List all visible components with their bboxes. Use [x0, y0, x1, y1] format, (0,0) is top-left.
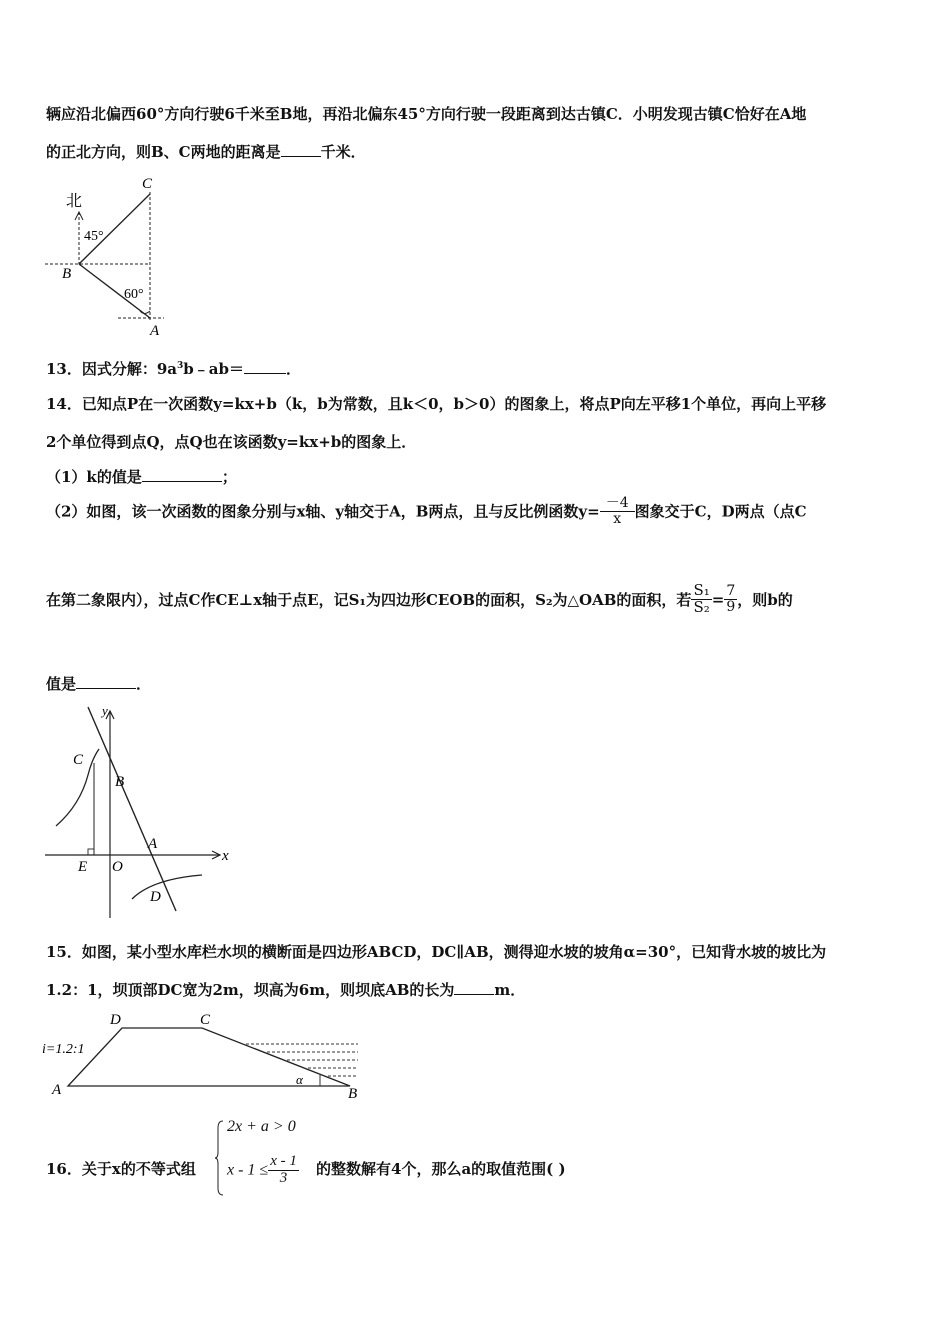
- q15-line2: [46, 979, 525, 1000]
- q16-stem-end: 的整数解有4个，那么a的取值范围( ): [316, 1160, 566, 1178]
- q14-part1: [46, 466, 237, 487]
- q12-line1: 辆应沿北偏西60°方向行驶6千米至B地，再沿北偏东45°方向行驶一段距离到达古镇C．小明发现古镇C恰好在A地: [46, 105, 807, 123]
- fig15-slope-ratio: i=1.2:1: [42, 1042, 85, 1057]
- q13-exponent: 3: [177, 361, 184, 371]
- q14-figure: [40, 703, 240, 921]
- q14-line4: [46, 583, 793, 616]
- fig12-angle-45: 45°: [84, 229, 104, 244]
- q14-line5: [46, 673, 151, 694]
- fig12-label-c: C: [142, 176, 153, 192]
- fig15-label-b: B: [348, 1086, 358, 1102]
- q14-part2-line: [46, 496, 807, 526]
- q13-answer-blank: [244, 359, 286, 374]
- q14-part2-text: （2）如图，该一次函数的图象分别与x轴、y轴交于A，B两点，且与反比例函数y=: [46, 502, 600, 521]
- q13-text-end: ．: [286, 360, 302, 378]
- q14-fraction-7-over-9: $\frac{7}{9}$: [726, 583, 736, 615]
- q14-line5-end: ．: [136, 675, 152, 693]
- q14-line2: 2个单位得到点Q，点Q也在该函数y=kx+b的图象上．: [46, 433, 417, 451]
- q14-fraction-s1-over-s2: $\frac{\text{S₁}}{\text{S₂}}$: [693, 581, 710, 616]
- q12-answer-blank: [281, 142, 321, 157]
- q12-figure: [40, 172, 170, 340]
- q14-part2-blank: [76, 674, 136, 689]
- q15-figure: [40, 1008, 370, 1102]
- q14-line1: 14．已知点P在一次函数y=kx+b（k，b为常数，且k＜0，b＞0）的图象上，将点P向左平移1个单位，再向上平移: [46, 395, 827, 413]
- q15-line1: 15．如图，某小型水库栏水坝的横断面是四边形ABCD，DC∥AB，测得迎水坡的坡角α=30°，已知背水坡的坡比为: [46, 943, 827, 961]
- q14-fraction-neg4-over-x: $\frac{-4}{x}$: [600, 496, 635, 526]
- fig14-label-a: A: [148, 836, 158, 852]
- fig15-label-c: C: [200, 1012, 211, 1028]
- fig14-label-c: C: [73, 752, 84, 768]
- q13-text: 13．因式分解：9a: [46, 360, 178, 378]
- q13-text-mid: b﹣ab＝: [183, 360, 244, 378]
- q16-stem: 16．关于x的不等式组: [46, 1160, 196, 1178]
- q16-left-brace: [215, 1120, 225, 1196]
- q15-line2-end: m．: [494, 981, 526, 999]
- q14-part1-text: （1）k的值是: [46, 468, 142, 486]
- fig15-label-a: A: [52, 1082, 62, 1098]
- fig12-north-label: 北: [66, 193, 83, 210]
- fig14-label-y: y: [102, 703, 108, 718]
- q12-line2-text: 的正北方向，则B、C两地的距离是: [46, 143, 281, 161]
- q15-line2-text: 1.2：1，坝顶部DC宽为2m，坝高为6m，则坝底AB的长为: [46, 981, 455, 999]
- q14-line4-text: 在第二象限内），过点C作CE⊥x轴于点E，记S₁为四边形CEOB的面积，S₂为△OAB的面积，若: [46, 590, 692, 609]
- q14-line5-text: 值是: [46, 675, 77, 693]
- q16-inequality-2: x - 1 ≤ $\frac{x - 1}{3}$: [227, 1153, 297, 1186]
- fig14-label-d: D: [150, 889, 161, 905]
- q14-equals: =: [711, 590, 725, 609]
- q16-inequality-1: 2x + a > 0: [227, 1118, 296, 1135]
- fig14-linear-graph: [88, 707, 176, 911]
- fig14-right-angle: [88, 849, 94, 855]
- q12-line2-end: 千米．: [320, 143, 366, 161]
- fig12-angle-60: 60°: [124, 287, 144, 302]
- q14-line4-end: ，则b的: [737, 590, 793, 609]
- fig15-alpha: α: [296, 1072, 303, 1087]
- fig12-label-b: B: [62, 266, 72, 282]
- fig14-label-o: O: [112, 859, 123, 875]
- q16-fraction: $\frac{x - 1}{3}$: [270, 1153, 297, 1186]
- fig14-label-x: x: [222, 848, 229, 864]
- q12-line2: [46, 141, 366, 162]
- fig12-label-a: A: [150, 323, 160, 339]
- fig15-label-d: D: [110, 1012, 121, 1028]
- q14-part1-blank: [142, 467, 222, 482]
- q15-answer-blank: [454, 980, 494, 995]
- fig14-label-e: E: [78, 859, 88, 875]
- fig14-label-b: B: [115, 774, 125, 790]
- fig14-hyperbola-right: [132, 875, 202, 899]
- q13-line: [46, 358, 301, 379]
- q14-part1-end: ；: [221, 468, 237, 486]
- fig15-dam-outline: [68, 1028, 350, 1086]
- q14-part2-end: 图象交于C，D两点（点C: [634, 502, 807, 521]
